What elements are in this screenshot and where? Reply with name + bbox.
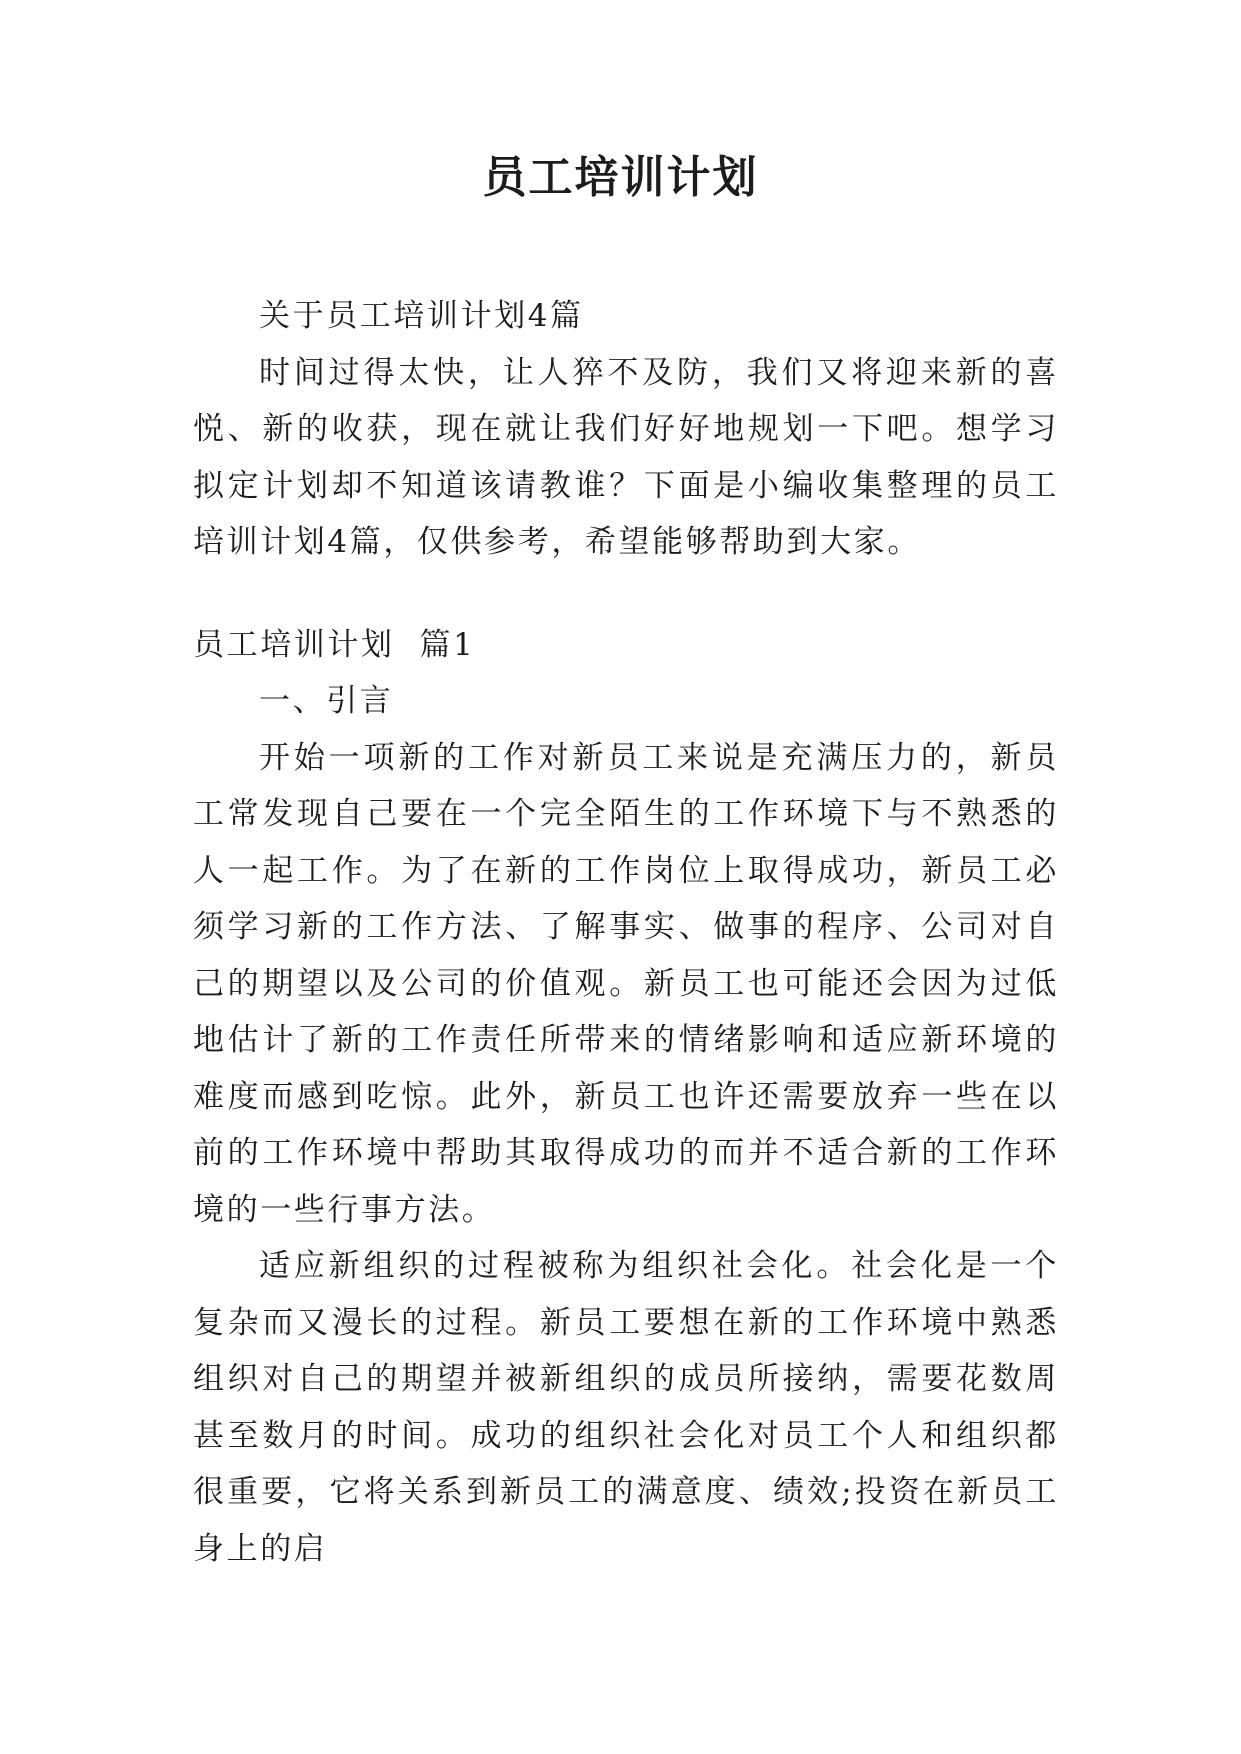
subheading: 一、引言 (259, 683, 394, 719)
body-paragraph-1: 开始一项新的工作对新员工来说是充满压力的，新员工常发现自己要在一个完全陌生的工作环境下与不熟悉的人一起工作。为了在新的工作岗位上取得成功，新员工必须学习新的工作方法、了解事实、做事的程序、公司对自己的期望以及公司的价值观。新员工也可能还会因为过低地估计了新的工作责任所带来的情绪影响和适应新环境的难度而感到吃惊。此外，新员工也许还需要放弃一些在以前的工作环境中帮助其取得成功的而并不适合新的工作环境的一些行事方法。 (193, 739, 1059, 1228)
document-body (193, 288, 1059, 1577)
document-title: 员工培训计划 (482, 152, 759, 203)
intro-paragraph: 时间过得太快，让人猝不及防，我们又将迎来新的喜悦、新的收获，现在就让我们好好地规划一下吧。想学习拟定计划却不知道该请教谁？下面是小编收集整理的员工培训计划4篇，仅供参考，希望能够帮助到大家。 (193, 354, 1059, 560)
intro-heading: 关于员工培训计划4篇 (259, 298, 584, 334)
section-title (193, 617, 1059, 674)
section-title-text: 员工培训计划 篇1 (193, 626, 476, 663)
body-paragraph-2: 适应新组织的过程被称为组织社会化。社会化是一个复杂而又漫长的过程。新员工要想在新的工作环境中熟悉组织对自己的期望并被新组织的成员所接纳，需要花数周甚至数月的时间。成功的组织社会化对员工个人和组织都很重要，它将关系到新员工的满意度、绩效;投资在新员工身上的启 (193, 1248, 1059, 1567)
